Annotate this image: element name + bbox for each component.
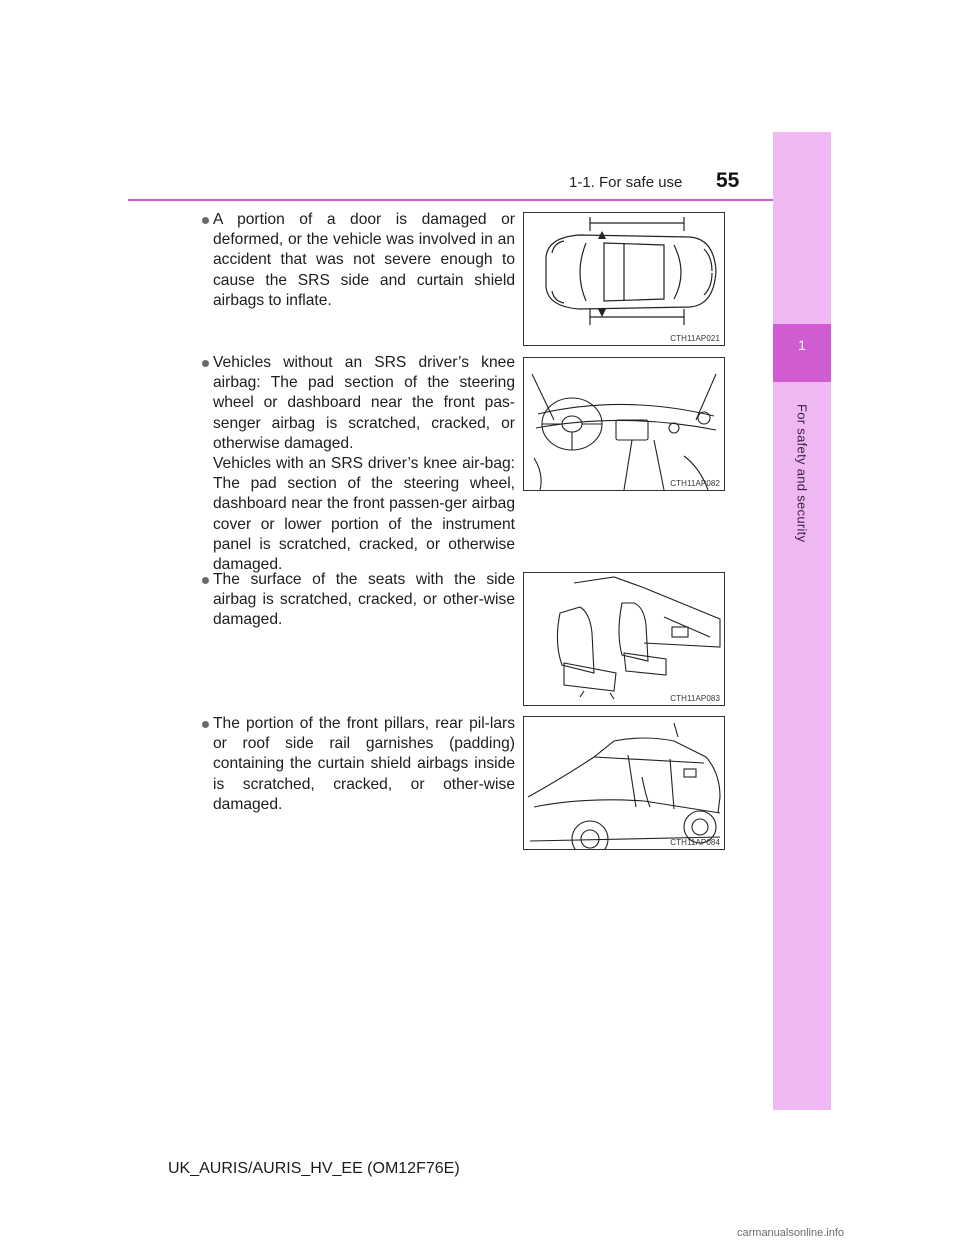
figure-car-side-airbags xyxy=(523,716,725,850)
item-text: The surface of the seats with the side airbag is scratched, cracked, or other-wise damaged. xyxy=(213,571,515,629)
list-item xyxy=(213,570,515,631)
bullet-icon xyxy=(202,721,209,728)
figure-code: CTH11AP021 xyxy=(670,334,720,343)
figure-dashboard xyxy=(523,357,725,491)
list-item xyxy=(213,714,515,815)
car-side-illustration xyxy=(524,717,724,849)
bullet-icon xyxy=(202,360,209,367)
seats-illustration xyxy=(524,573,724,705)
chapter-sidebar xyxy=(773,132,831,1110)
bullet-icon xyxy=(202,217,209,224)
manual-code: UK_AURIS/AURIS_HV_EE (OM12F76E) xyxy=(168,1160,460,1177)
figure-car-top-view xyxy=(523,212,725,346)
header-divider xyxy=(128,199,831,201)
chapter-number-tab[interactable]: 1 xyxy=(773,324,831,382)
list-item xyxy=(213,353,515,575)
section-title: 1-1. For safe use xyxy=(569,174,683,191)
item-text: A portion of a door is damaged or deformed, or the vehicle was involved in an accident that was not severe enough to cause the SRS side and curtain shield airbags to inflate. xyxy=(213,211,515,309)
watermark: carmanualsonline.info xyxy=(737,1227,845,1239)
car-top-view-illustration xyxy=(524,213,724,345)
chapter-title: For safety and security xyxy=(794,404,810,543)
item-text: Vehicles without an SRS driver’s knee airbag: The pad section of the steering wheel or dashboard near the front pas-senger airbag is scratched, cracked, or otherwise damaged. xyxy=(213,354,515,452)
dashboard-illustration xyxy=(524,358,724,490)
page-number: 55 xyxy=(716,169,740,192)
list-item xyxy=(213,210,515,311)
figure-code: CTH11AP082 xyxy=(670,479,720,488)
figure-code: CTH11AP084 xyxy=(670,838,720,847)
figure-seats xyxy=(523,572,725,706)
bullet-icon xyxy=(202,577,209,584)
figure-code: CTH11AP083 xyxy=(670,694,720,703)
item-text: The portion of the front pillars, rear pil-lars or roof side rail garnishes (padding) containing the curtain shield airbags inside is scratched, cracked, or other-wise damaged. xyxy=(213,715,515,813)
item-text: Vehicles with an SRS driver’s knee air-bag: The pad section of the steering wheel, dashboard near the front passen-ger airbag cover or lower portion of the instrument panel is scratched, cracked, or otherwise damaged. xyxy=(213,455,515,574)
